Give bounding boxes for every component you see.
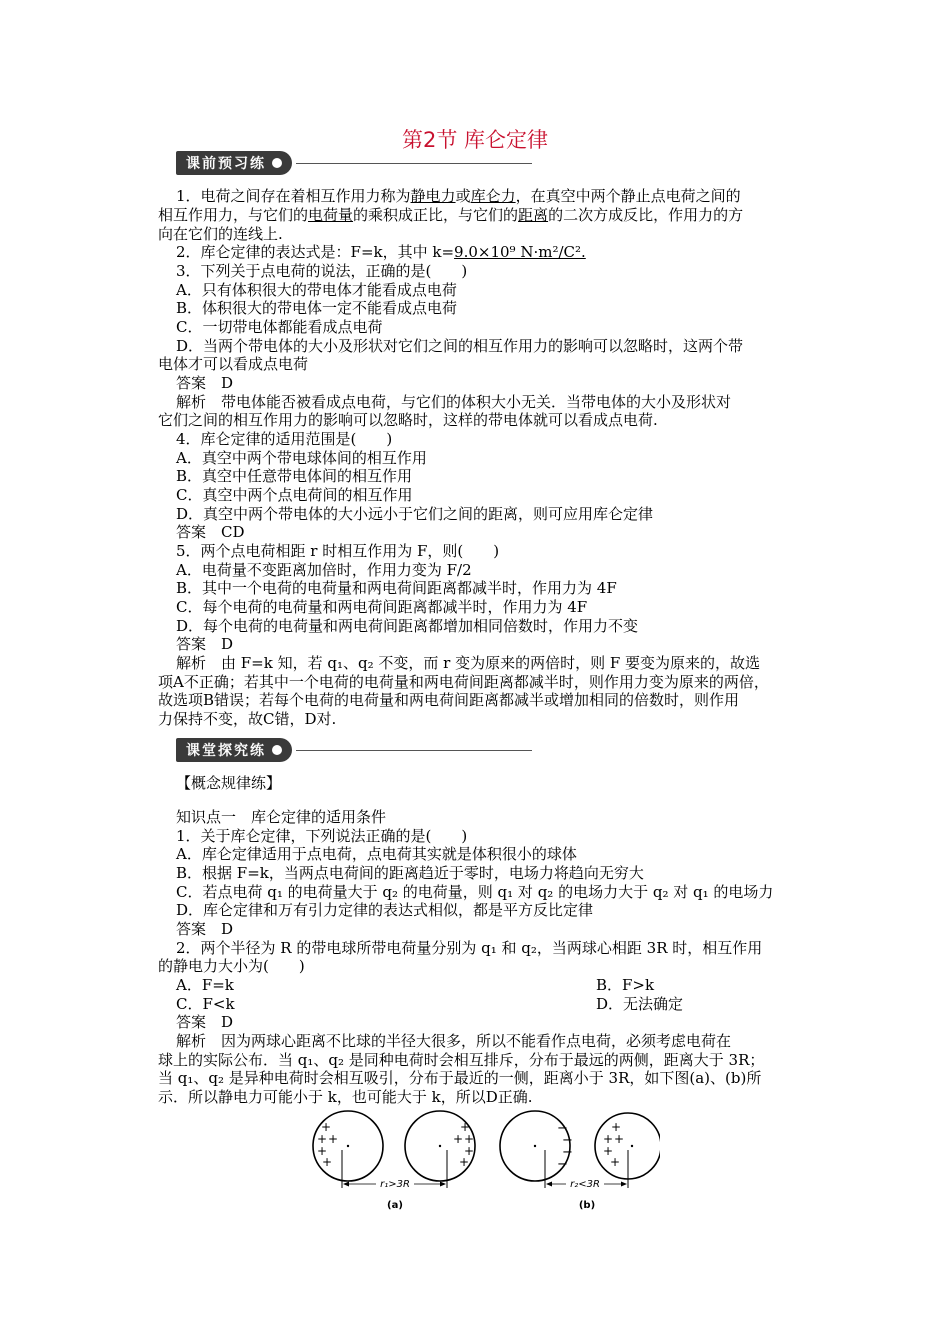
caption-b: (b) (578, 1200, 596, 1211)
question-stem: 1．关于库仑定律，下列说法正确的是( ) (176, 827, 468, 845)
minus-charges (557, 1121, 573, 1172)
question-stem: 2．两个半径为 R 的带电球所带电荷量分别为 q₁ 和 q₂，当两球心相距 3R 时，相互作用 (176, 939, 763, 957)
svg-text:+: + (464, 1132, 475, 1146)
paragraph-line: 相互作用力，与它们的电荷量的乘积成正比，与它们的距离的二次方成反比，作用力的方 (158, 206, 744, 224)
answer: 答案 D (176, 635, 234, 653)
figure-a (313, 1111, 475, 1211)
svg-text:+: + (317, 1132, 328, 1146)
center-dot (534, 1145, 536, 1147)
bullet-dot-icon (272, 745, 282, 755)
option-d-cont: 电体才可以看成点电荷 (158, 355, 309, 373)
explanation: 故选项B错误；若每个电荷的电荷量和两电荷间距离都减半或增加相同的倍数时，则作用 (158, 691, 740, 709)
option-b: B．F>k (596, 976, 655, 994)
svg-text:+: + (614, 1132, 625, 1146)
svg-text:+: + (460, 1120, 471, 1134)
explanation: 项A不正确；若其中一个电荷的电荷量和两电荷间距离都减半时，则作用力变为原来的两倍， (158, 673, 769, 691)
answer: 答案 CD (176, 523, 245, 541)
svg-text:−: − (557, 1121, 568, 1136)
section-label: 课堂探究练 (176, 738, 292, 762)
section-label: 课前预习练 (176, 151, 292, 175)
svg-text:−: − (557, 1157, 568, 1172)
svg-text:+: + (603, 1144, 614, 1158)
option-c: C．一切带电体都能看成点电荷 (176, 318, 383, 336)
svg-text:+: + (610, 1155, 621, 1169)
option-a: A．电荷量不变距离加倍时，作用力变为 F/2 (176, 561, 472, 579)
option-row (158, 995, 818, 1014)
paragraph-line: 向在它们的连线上. (158, 225, 283, 243)
explanation: 当 q₁、q₂ 是异种电荷时会相互吸引，分布于最近的一侧，距离小于 3R，如下图(a)、(b)所 (158, 1069, 762, 1087)
paragraph-line: 2．库仑定律的表达式是：F=k，其中 k=9.0×10⁹ N·m²/C². (176, 243, 586, 261)
distance-label-b: r₂<3R (570, 1179, 600, 1190)
option-d: D．当两个带电体的大小及形状对它们之间的相互作用力的影响可以忽略时，这两个带 (176, 337, 744, 355)
paragraph-line: 1．电荷之间存在着相互作用力称为静电力或库仑力，在真空中两个静止点电荷之间的 (176, 187, 741, 205)
section-banner-classroom (176, 738, 532, 762)
explanation: 它们之间的相互作用力的影响可以忽略时，这样的带电体就可以看成点电荷. (158, 411, 658, 429)
center-dot (347, 1145, 349, 1147)
svg-text:+: + (321, 1120, 332, 1134)
bullet-dot-icon (272, 158, 282, 168)
svg-text:+: + (317, 1144, 328, 1158)
distance-label-a: r₁>3R (380, 1179, 410, 1190)
svg-text:+: + (611, 1120, 622, 1134)
answer: 答案 D (176, 1013, 234, 1031)
arrow-head-icon (621, 1182, 627, 1187)
question-stem: 5．两个点电荷相距 r 时相互作用为 F，则( ) (176, 542, 500, 560)
arrow-head-icon (343, 1182, 349, 1187)
option-a: A．F=k (176, 976, 234, 994)
question-stem-cont: 的静电力大小为( ) (158, 957, 305, 975)
option-a: A．只有体积很大的带电体才能看成点电荷 (176, 281, 457, 299)
banner-rule (296, 750, 532, 751)
option-row (158, 976, 818, 995)
svg-text:+: + (453, 1132, 464, 1146)
option-b: B．体积很大的带电体一定不能看成点电荷 (176, 299, 458, 317)
banner-rule (296, 163, 532, 164)
caption-a: (a) (387, 1200, 403, 1211)
explanation: 力保持不变，故C错，D对. (158, 710, 337, 728)
figure-b (500, 1111, 660, 1211)
question-stem: 3．下列关于点电荷的说法，正确的是( ) (176, 262, 468, 280)
option-c: C．真空中两个点电荷间的相互作用 (176, 486, 413, 504)
option-c: C．F<k (176, 995, 235, 1013)
option-a: A．真空中两个带电球体间的相互作用 (176, 449, 427, 467)
subsection-heading: 【概念规律练】 (176, 774, 282, 792)
plus-charges-left (317, 1120, 338, 1169)
arrow-head-icon (546, 1182, 552, 1187)
svg-text:+: + (464, 1144, 475, 1158)
explanation: 解析 带电体能否被看成点电荷，与它们的体积大小无关．当带电体的大小及形状对 (176, 393, 732, 411)
question-stem: 4．库仑定律的适用范围是( ) (176, 430, 393, 448)
option-c: C．每个电荷的电荷量和两电荷间距离都减半时，作用力为 4F (176, 598, 588, 616)
section-banner-preview (176, 151, 532, 175)
option-b: B．根据 F=k，当两点电荷间的距离趋近于零时，电场力将趋向无穷大 (176, 864, 644, 882)
option-d: D．无法确定 (596, 995, 684, 1013)
answer: 答案 D (176, 920, 234, 938)
option-d: D．库仑定律和万有引力定律的表达式相似，都是平方反比定律 (176, 901, 594, 919)
svg-text:+: + (603, 1132, 614, 1146)
svg-text:−: − (562, 1133, 573, 1148)
svg-text:+: + (459, 1155, 470, 1169)
option-b: B．其中一个电荷的电荷量和两电荷间距离都减半时，作用力为 4F (176, 579, 617, 597)
knowledge-point: 知识点一 库仑定律的适用条件 (176, 808, 387, 826)
option-a: A．库仑定律适用于点电荷，点电荷其实就是体积很小的球体 (176, 845, 577, 863)
svg-text:+: + (322, 1155, 333, 1169)
center-dot (631, 1145, 633, 1147)
plus-charges-b (603, 1120, 624, 1169)
explanation: 球上的实际公布．当 q₁、q₂ 是同种电荷时会相互排斥，分布于最远的两侧，距离大于 3R； (158, 1051, 765, 1069)
charge-distribution-figure (300, 1108, 660, 1218)
explanation: 示．所以静电力可能小于 k，也可能大于 k，所以D正确. (158, 1088, 533, 1106)
option-d: D．每个电荷的电荷量和两电荷间距离都增加相同倍数时，作用力不变 (176, 617, 639, 635)
option-c: C．若点电荷 q₁ 的电荷量大于 q₂ 的电荷量，则 q₁ 对 q₂ 的电场力大于 q₂ 对 q₁ 的电场力 (176, 883, 774, 901)
answer: 答案 D (176, 374, 234, 392)
explanation: 解析 因为两球心距离不比球的半径大很多，所以不能看作点电荷，必须考虑电荷在 (176, 1032, 732, 1050)
svg-text:+: + (328, 1132, 339, 1146)
svg-text:−: − (562, 1145, 573, 1160)
center-dot (439, 1145, 441, 1147)
option-b: B．真空中任意带电体间的相互作用 (176, 467, 413, 485)
option-d: D．真空中两个带电体的大小远小于它们之间的距离，则可应用库仑定律 (176, 505, 654, 523)
arrow-head-icon (440, 1182, 446, 1187)
page-title: 第2节 库仑定律 (401, 128, 549, 152)
explanation: 解析 由 F=k 知，若 q₁、q₂ 不变，而 r 变为原来的两倍时，则 F 要变为原来的，故选 (176, 654, 761, 672)
